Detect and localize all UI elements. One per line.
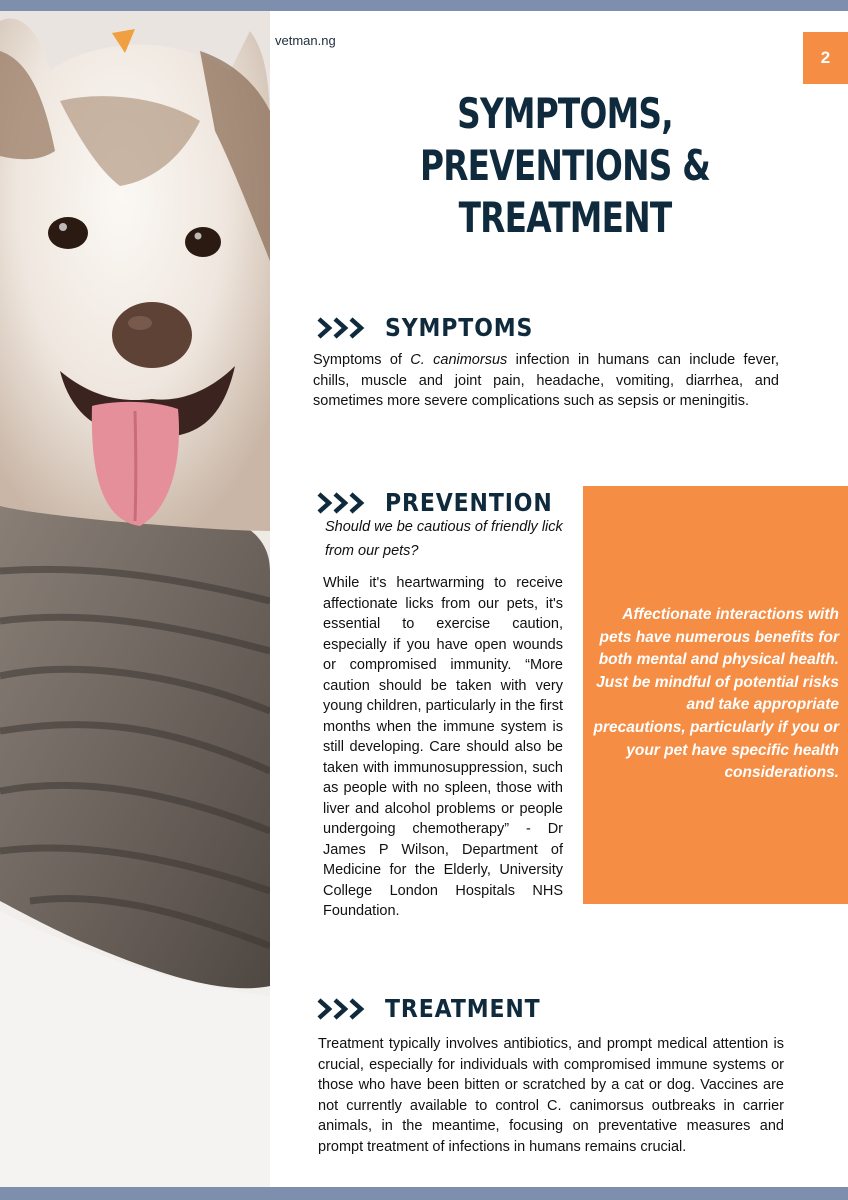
prevention-question: Should we be cautious of friendly lick from our pets? [325, 519, 563, 559]
symptoms-heading [317, 313, 554, 342]
symptoms-heading-label: SYMPTOMS [385, 313, 534, 342]
callout-box [583, 486, 848, 904]
triple-chevron-icon [317, 998, 367, 1020]
dog-and-cat-photo [0, 11, 270, 1187]
symptoms-text [313, 350, 779, 412]
symptoms-text-italic: C. canimorsus [410, 352, 508, 368]
symptoms-text-rest: infection in humans can include fever, chills, muscle and joint pain, headache, vomiting, diarrhea, and sometimes more severe complications such as sepsis or meningitis. [313, 352, 780, 409]
top-band [0, 0, 848, 11]
prevention-text: While it's heartwarming to receive affectionate licks from our pets, it's essential to exercise caution, especially if you have open wounds or compromised immunity. “More caution should be taken with very young children, particularly in the first months when the immune system is still developing. Care should also be taken with immunosuppression, such as people with no spleen, those with liver and alcohol problems or people undergoing chemotherapy” - Dr James P Wilson, Department of Medicine for the Elderly, University College London Hospitals NHS Foundation. [323, 575, 563, 919]
treatment-heading-label: TREATMENT [385, 994, 541, 1023]
symptoms-text-start: Symptoms of [313, 352, 411, 368]
callout-text: Affectionate interactions with pets have numerous benefits for both mental and physical health. Just be mindful of potential risks and take appropriate precautions, particularly if you or your pet have specific health considerations. [593, 606, 839, 782]
hero-photo [0, 11, 270, 1187]
page-title-line-2: TREATMENT [458, 193, 672, 242]
page-title-line-1: SYMPTOMS, PREVENTIONS & [419, 89, 710, 190]
triple-chevron-icon [317, 492, 367, 514]
page-number-badge: 2 [803, 32, 848, 84]
site-url: vetman.ng [275, 33, 336, 48]
treatment-text: Treatment typically involves antibiotics, and prompt medical attention is crucial, especially for individuals with compromised immune systems or those who have been bitten or scratched by a cat or dog. Vaccines are not currently available to control C. canimorsus outbreaks in carrier animals, in the meantime, focusing on preventative measures and prompt treatment of infections in humans remains crucial. [318, 1036, 784, 1155]
prevention-heading-label: PREVENTION [385, 488, 553, 517]
bottom-band [0, 1187, 848, 1200]
page-title [358, 88, 771, 244]
triple-chevron-icon [317, 317, 367, 339]
prevention-heading [317, 488, 576, 517]
treatment-heading [317, 994, 562, 1023]
